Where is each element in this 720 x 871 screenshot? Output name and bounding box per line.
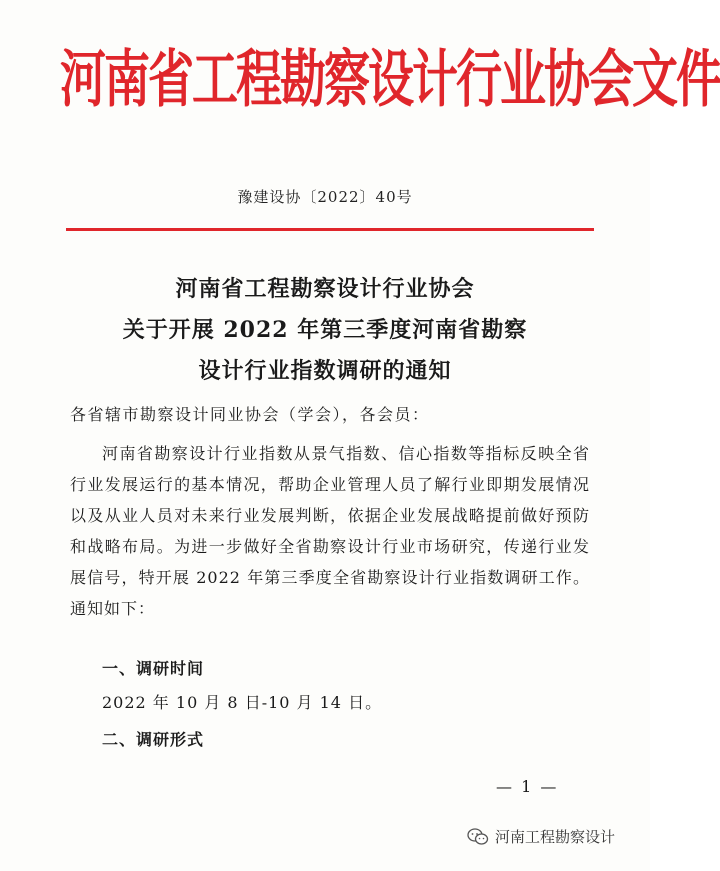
document-number: 豫建设协〔2022〕40号 — [237, 188, 413, 206]
notice-title-line-3: 设计行业指数调研的通知 — [198, 358, 452, 384]
page-number: — 1 — — [496, 777, 559, 796]
wechat-icon — [467, 828, 489, 846]
wechat-watermark — [467, 826, 615, 847]
watermark-text: 河南工程勘察设计 — [495, 828, 616, 846]
document-header-title: 河南省工程勘察设计行业协会文件 — [60, 42, 720, 116]
section-heading-2: 二、调研形式 — [102, 730, 205, 749]
red-divider-line — [66, 228, 594, 231]
section-heading-1: 一、调研时间 — [102, 659, 205, 678]
salutation: 各省辖市勘察设计同业协会（学会），各会员： — [70, 405, 430, 424]
body-paragraph: 河南省勘察设计行业指数从景气指数、信心指数等指标反映全省行业发展运行的基本情况，帮助企业管理人员了解行业即期发展情况以及从业人员对未来行业发展判断，依据企业发展战略提前做好预防和战略布局。为进一步做好全省勘察设计行业市场研究，传递行业发展信号，特开展 2022 年第三季度全省勘察设计行业指数调研工作。通知如下： — [70, 444, 590, 618]
notice-title-line-2: 关于开展 2022 年第三季度河南省勘察 — [122, 317, 528, 343]
section-body-1: 2022 年 10 月 8 日-10 月 14 日。 — [102, 693, 383, 712]
notice-title-line-1: 河南省工程勘察设计行业协会 — [175, 276, 475, 302]
